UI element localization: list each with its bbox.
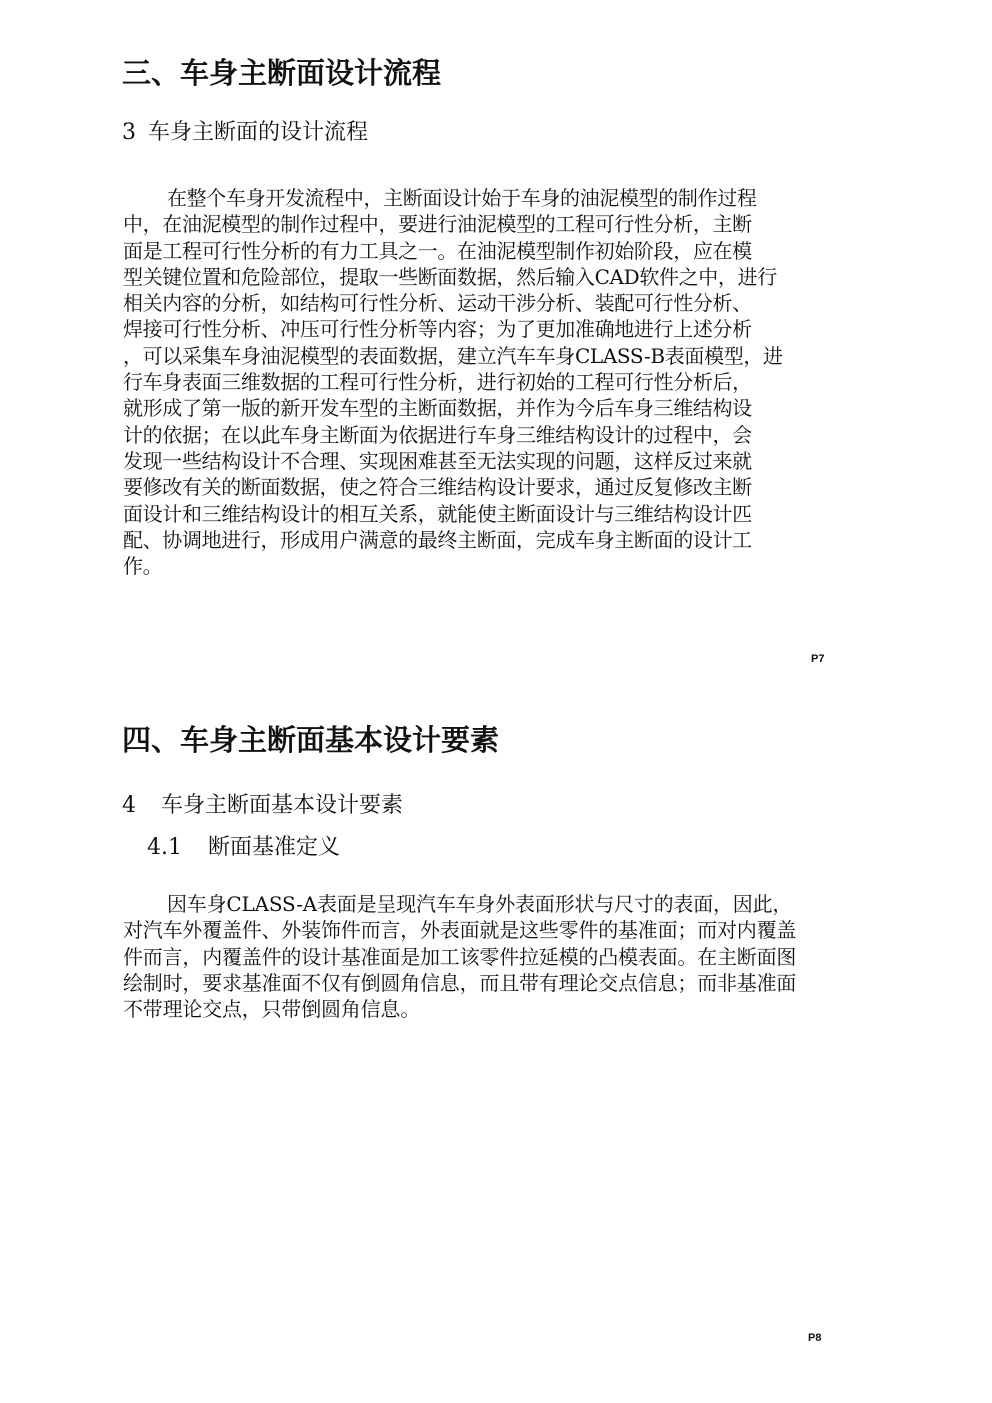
- paragraph-line: 件而言，内覆盖件的设计基准面是加工该零件拉延模的凸模表面。在主断面图: [123, 944, 797, 969]
- body-paragraph-p8: [123, 891, 796, 1022]
- chapter-title-4: 四、车身主断面基本设计要素: [122, 723, 500, 757]
- paragraph-line: 因车身CLASS-A表面是呈现汽车车身外表面形状与尺寸的表面，因此，: [167, 892, 793, 916]
- paragraph-line: 行车身表面三维数据的工程可行性分析，进行初始的工程可行性分析后，: [123, 370, 752, 395]
- paragraph-line: 计的依据；在以此车身主断面为依据进行车身三维结构设计的过程中，会: [123, 422, 752, 447]
- page-number: P8: [808, 1332, 822, 1344]
- paragraph-line: 作。: [123, 554, 163, 579]
- paragraph-line: 不带理论交点，只带倒圆角信息。: [123, 997, 420, 1022]
- paragraph-line: 对汽车外覆盖件、外装饰件而言，外表面就是这些零件的基准面；而对内覆盖: [123, 918, 797, 943]
- paragraph-line: 发现一些结构设计不合理、实现困难甚至无法实现的问题，这样反过来就: [123, 448, 752, 473]
- paragraph-line: 相关内容的分析，如结构可行性分析、运动干涉分析、装配可行性分析、: [123, 291, 752, 316]
- paragraph-line: 焊接可行性分析、冲压可行性分析等内容；为了更加准确地进行上述分析: [123, 317, 752, 342]
- section-title: 车身主断面基本设计要素: [161, 793, 404, 818]
- paragraph-line: 要修改有关的断面数据，使之符合三维结构设计要求，通过反复修改主断: [123, 475, 752, 500]
- paragraph-line: 面设计和三维结构设计的相互关系，就能使主断面设计与三维结构设计匹: [123, 501, 752, 526]
- subsection-heading-4-1: [147, 833, 340, 863]
- subsection-title: 断面基准定义: [208, 835, 341, 860]
- paragraph-line: 型关键位置和危险部位，提取一些断面数据，然后输入CAD软件之中，进行: [123, 264, 777, 289]
- paragraph-line: 绘制时，要求基准面不仅有倒圆角信息，而且带有理论交点信息；而非基准面: [123, 970, 797, 995]
- paragraph-line: 中，在油泥模型的制作过程中，要进行油泥模型的工程可行性分析，主断: [123, 212, 752, 237]
- paragraph-line: 在整个车身开发流程中，主断面设计始于车身的油泥模型的制作过程: [167, 186, 757, 210]
- body-paragraph-p7: [123, 185, 783, 579]
- subsection-number: 4.1: [147, 835, 182, 860]
- section-heading-3: [122, 118, 368, 148]
- chapter-title-3: 三、车身主断面设计流程: [122, 56, 442, 90]
- paragraph-line: 配、协调地进行，形成用户满意的最终主断面，完成车身主断面的设计工: [123, 527, 752, 552]
- section-title: 车身主断面的设计流程: [148, 120, 369, 145]
- section-number: 3: [122, 120, 136, 145]
- paragraph-line: 面是工程可行性分析的有力工具之一。在油泥模型制作初始阶段，应在模: [123, 238, 752, 263]
- paragraph-line: ，可以采集车身油泥模型的表面数据，建立汽车车身CLASS-B表面模型，进: [123, 343, 783, 368]
- page-number: P7: [811, 653, 825, 665]
- paragraph-line: 就形成了第一版的新开发车型的主断面数据，并作为今后车身三维结构设: [123, 396, 752, 421]
- section-number: 4: [122, 793, 136, 818]
- section-heading-4: [122, 791, 403, 821]
